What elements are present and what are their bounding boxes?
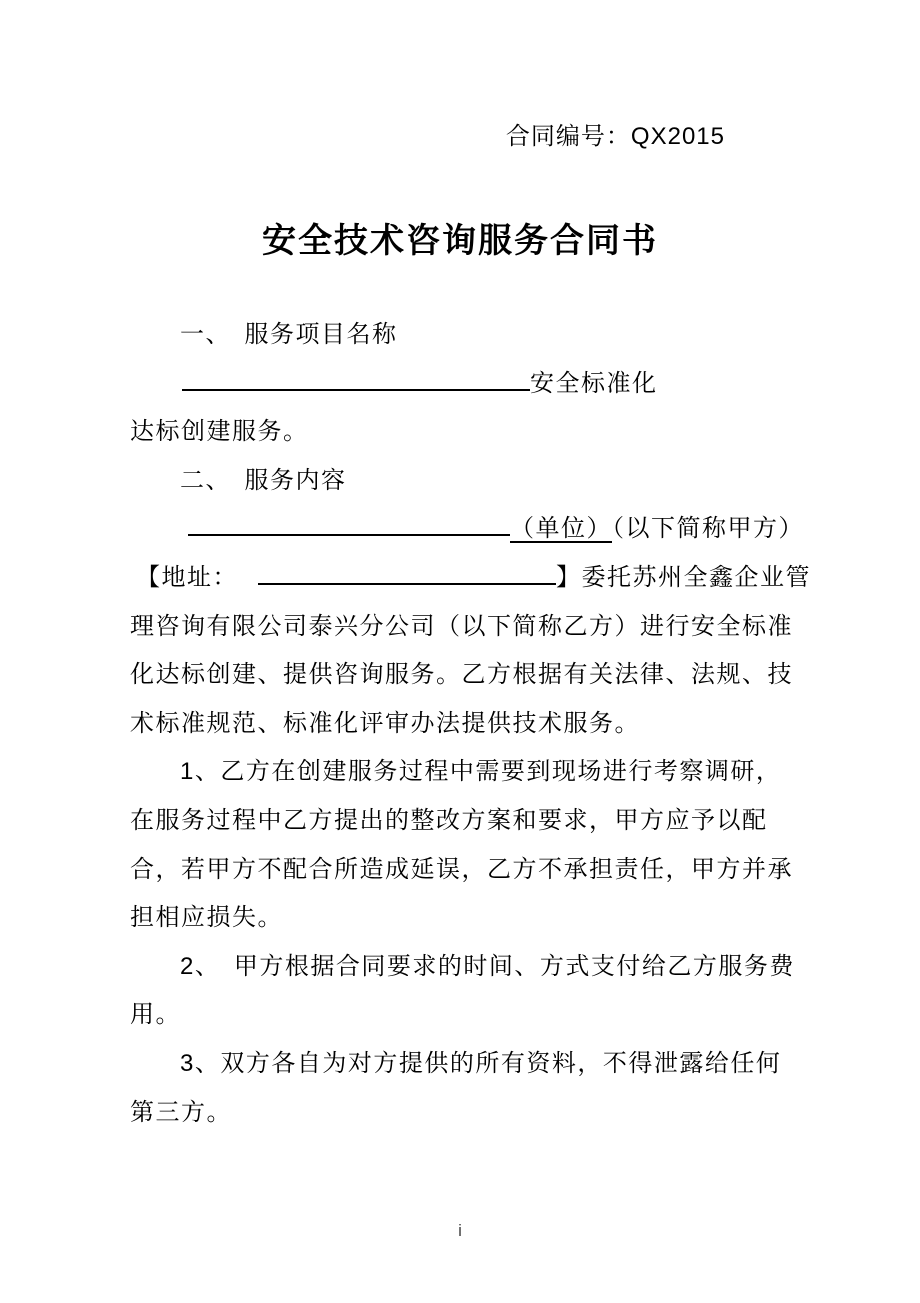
- contract-body: [0, 311, 920, 1137]
- line-clause-1-continuation: [130, 846, 920, 895]
- line-text: 担相应损失。: [130, 904, 283, 932]
- line-project-name-continuation: [130, 408, 920, 457]
- line-body-text: [130, 700, 920, 749]
- line-party-a-unit: [130, 505, 920, 554]
- line-text: 1、乙方在创建服务过程中需要到现场进行考察调研，: [180, 758, 782, 786]
- heading-text: 二、 服务内容: [180, 466, 347, 494]
- contract-number: [0, 0, 920, 152]
- line-text: 3、双方各自为对方提供的所有资料，不得泄露给任何: [180, 1049, 782, 1077]
- line-text: 达标创建服务。: [130, 418, 309, 446]
- contract-number-value: QX2015: [630, 123, 725, 150]
- line-clause-1-continuation: [130, 797, 920, 846]
- line-text: 合，若甲方不配合所造成延误，乙方不承担责任，甲方并承: [130, 855, 793, 883]
- line-clause-2-continuation: [130, 991, 920, 1040]
- document-title: 安全技术咨询服务合同书: [262, 222, 658, 260]
- heading-service-project-name: [130, 311, 920, 360]
- line-clause-2: [130, 943, 920, 992]
- blank-underline-field: [188, 508, 510, 536]
- line-text: 第三方。: [130, 1098, 232, 1126]
- address-label: 【地址：: [136, 563, 238, 591]
- line-text: 术标准规范、标准化评审办法提供技术服务。: [130, 709, 640, 737]
- line-body-text: [130, 651, 920, 700]
- line-clause-1: [130, 748, 920, 797]
- line-clause-3-continuation: [130, 1089, 920, 1138]
- line-clause-3: [130, 1040, 920, 1089]
- line-text: （以下简称甲方）: [612, 515, 804, 543]
- heading-text: 一、 服务项目名称: [180, 321, 398, 348]
- line-text: 安全标准化: [530, 369, 658, 397]
- line-clause-1-continuation: [130, 894, 920, 943]
- blank-underline-field: [182, 363, 530, 391]
- line-text: 2、 甲方根据合同要求的时间、方式支付给乙方服务费: [180, 952, 795, 980]
- line-project-name-blank: [130, 360, 920, 409]
- page-number: i: [458, 1221, 462, 1240]
- contract-number-label: 合同编号：: [505, 123, 631, 150]
- line-text: 用。: [130, 1001, 181, 1029]
- heading-service-content: [130, 457, 920, 506]
- blank-underline-field: [258, 557, 556, 585]
- line-text: 化达标创建、提供咨询服务。乙方根据有关法律、法规、技: [130, 661, 793, 689]
- line-address: [130, 554, 920, 603]
- line-text: 理咨询有限公司泰兴分公司（以下简称乙方）进行安全标准: [130, 612, 793, 640]
- unit-label: （单位）: [510, 515, 612, 543]
- line-text: 】委托苏州全鑫企业管: [556, 563, 811, 591]
- line-text: 在服务过程中乙方提出的整改方案和要求，甲方应予以配: [130, 806, 768, 834]
- line-body-text: [130, 603, 920, 652]
